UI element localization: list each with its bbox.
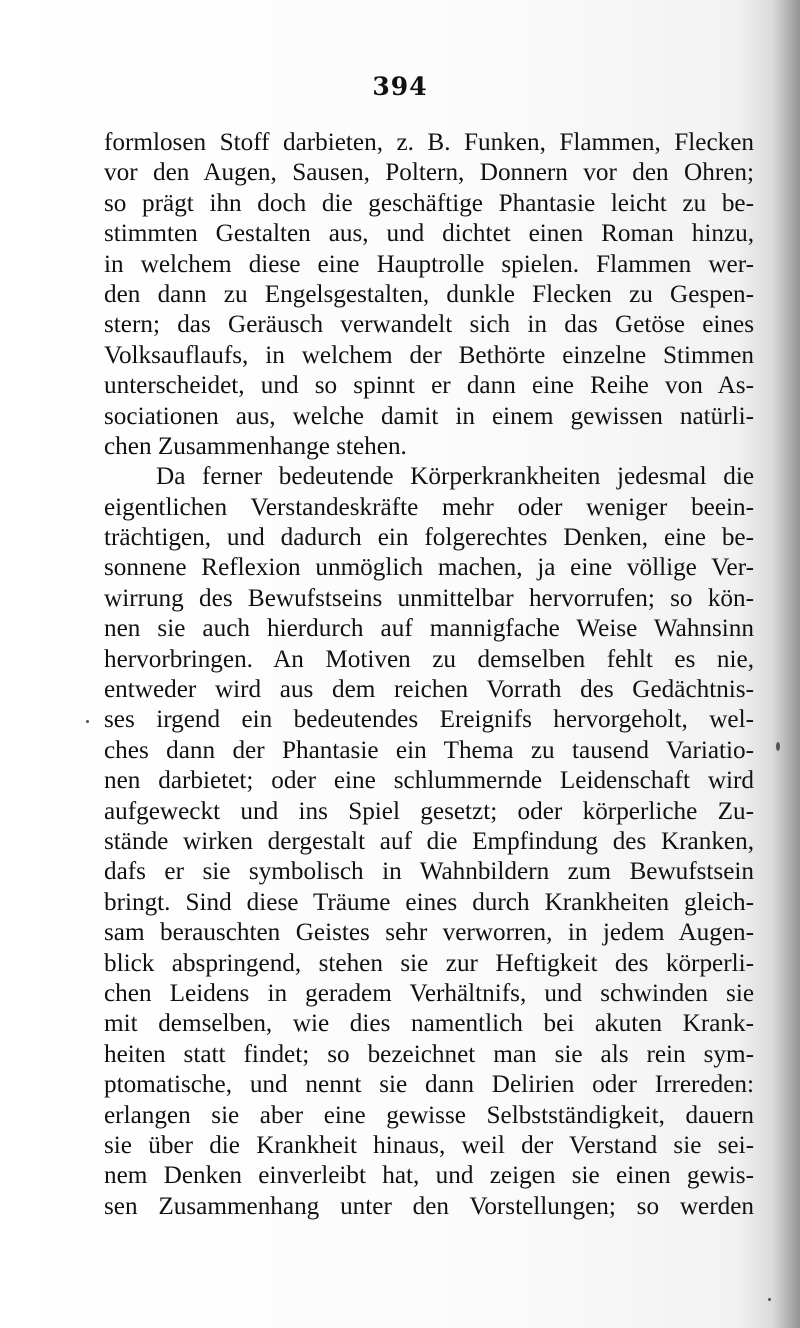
page-number: 394 bbox=[372, 72, 428, 101]
text-line: sociationen aus, welche damit in einem gewissen natürli- bbox=[104, 402, 754, 430]
text-line: stern; das Geräusch verwandelt sich in das Getöse eines bbox=[104, 311, 754, 339]
text-line: ches dann der Phantasie ein Thema zu tausend Variatio- bbox=[104, 736, 754, 764]
text-line: mit demselben, wie dies namentlich bei akuten Krank- bbox=[104, 1010, 754, 1038]
ink-speck bbox=[768, 1298, 771, 1301]
text-line: den dann zu Engelsgestalten, dunkle Flecken zu Gespen- bbox=[104, 280, 754, 308]
text-line: chen Leidens in geradem Verhältnifs, und schwinden sie bbox=[104, 979, 754, 1007]
text-line: so prägt ihn doch die geschäftige Phantasie leicht zu be- bbox=[104, 189, 754, 217]
text-line: sie über die Krankheit hinaus, weil der Verstand sie sei- bbox=[104, 1131, 754, 1159]
text-line: sam berauschten Geistes sehr verworren, in jedem Augen- bbox=[104, 919, 754, 947]
text-line: ses irgend ein bedeutendes Ereignifs hervorgeholt, wel- bbox=[104, 706, 754, 734]
text-line: nen darbietet; oder eine schlummernde Leidenschaft wird bbox=[104, 767, 754, 795]
text-line: sen Zusammenhang unter den Vorstellungen; so werden bbox=[104, 1192, 754, 1220]
text-line: sonnene Reflexion unmöglich machen, ja eine völlige Ver- bbox=[104, 554, 754, 582]
text-line: Volksauflaufs, in welchem der Bethörte einzelne Stimmen bbox=[104, 341, 754, 369]
text-line: aufgeweckt und ins Spiel gesetzt; oder körperliche Zu- bbox=[104, 797, 754, 825]
ink-speck bbox=[86, 720, 89, 723]
text-line: ptomatische, und nennt sie dann Delirien oder Irrereden: bbox=[104, 1071, 754, 1099]
text-line: blick abspringend, stehen sie zur Heftigkeit des körperli- bbox=[104, 949, 754, 977]
text-line: chen Zusammenhange stehen. bbox=[104, 432, 407, 460]
text-line: bringt. Sind diese Träume eines durch Krankheiten gleich- bbox=[104, 888, 754, 916]
text-line: wirrung des Bewufstseins unmittelbar hervorrufen; so kön- bbox=[104, 584, 754, 612]
text-line: dafs er sie symbolisch in Wahnbildern zum Bewufstsein bbox=[104, 858, 754, 886]
text-line: heiten statt findet; so bezeichnet man sie als rein sym- bbox=[104, 1040, 754, 1068]
page-edge-shadow bbox=[772, 0, 800, 1328]
ink-speck bbox=[776, 742, 780, 751]
text-line: in welchem diese eine Hauptrolle spielen. Flammen wer- bbox=[104, 250, 754, 278]
text-line: Da ferner bedeutende Körperkrankheiten jedesmal die bbox=[156, 463, 754, 491]
text-line: nem Denken einverleibt hat, und zeigen sie einen gewis- bbox=[104, 1162, 754, 1190]
text-line: stimmten Gestalten aus, und dichtet einen Roman hinzu, bbox=[104, 220, 754, 248]
body-text bbox=[104, 128, 754, 1222]
text-line: trächtigen, und dadurch ein folgerechtes Denken, eine be- bbox=[104, 524, 754, 552]
text-line: entweder wird aus dem reichen Vorrath des Gedächtnis- bbox=[104, 676, 754, 704]
text-line: eigentlichen Verstandeskräfte mehr oder weniger beein- bbox=[104, 493, 754, 521]
text-line: hervorbringen. An Motiven zu demselben fehlt es nie, bbox=[104, 645, 754, 673]
text-line: vor den Augen, Sausen, Poltern, Donnern vor den Ohren; bbox=[104, 159, 754, 187]
text-line: formlosen Stoff darbieten, z. B. Funken, Flammen, Flecken bbox=[104, 129, 754, 156]
text-line: erlangen sie aber eine gewisse Selbstständigkeit, dauern bbox=[104, 1101, 754, 1129]
text-line: unterscheidet, und so spinnt er dann eine Reihe von As- bbox=[104, 372, 754, 400]
text-line: stände wirken dergestalt auf die Empfindung des Kranken, bbox=[104, 827, 754, 855]
text-line: nen sie auch hierdurch auf mannigfache Weise Wahnsinn bbox=[104, 615, 754, 643]
